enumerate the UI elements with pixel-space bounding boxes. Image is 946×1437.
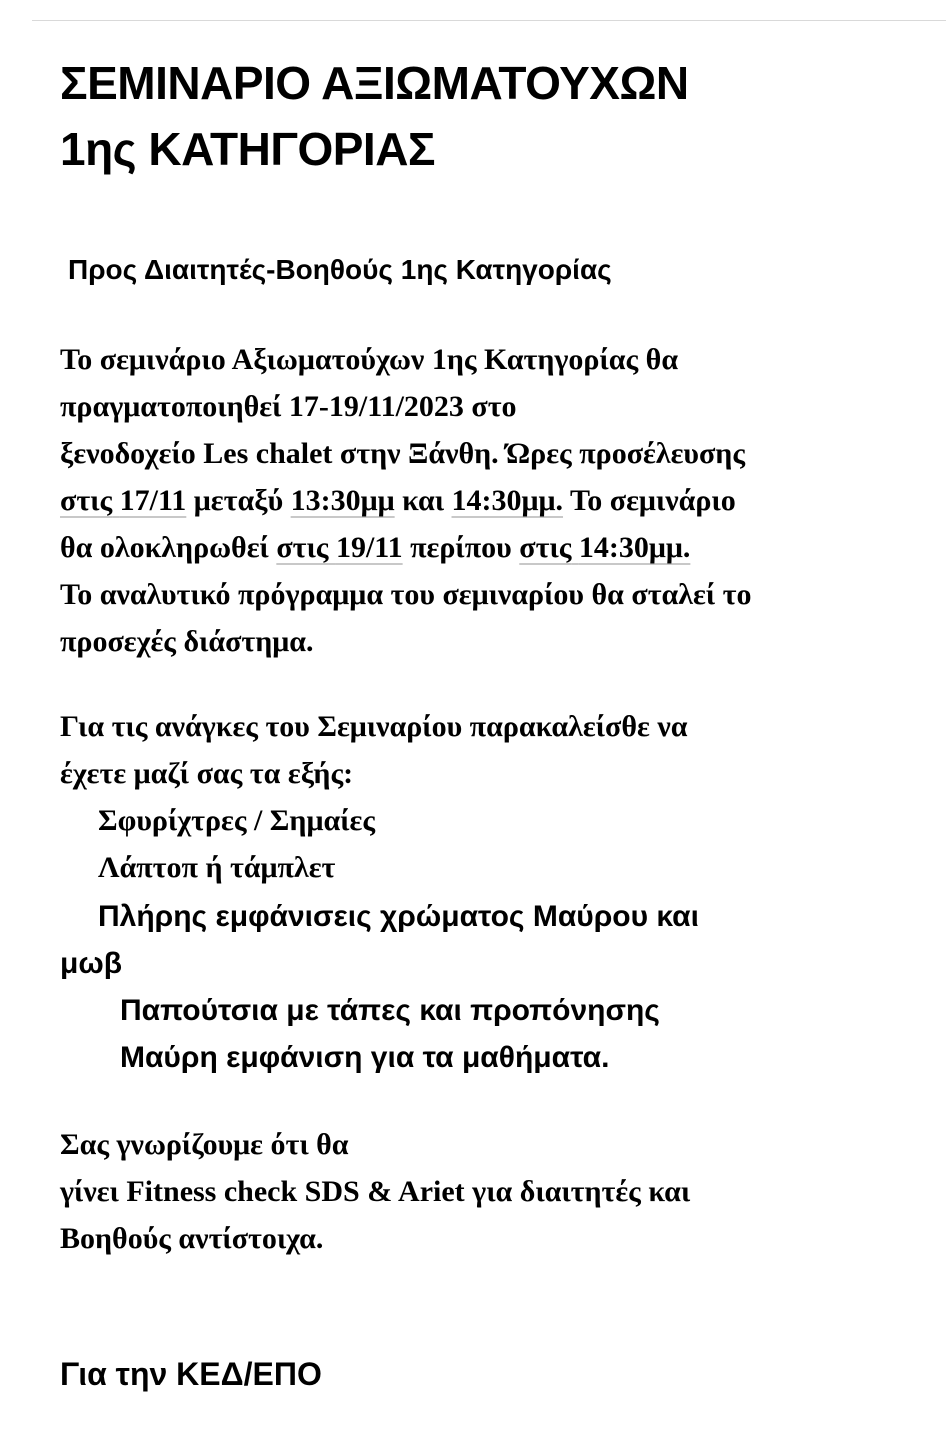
text-line: Το αναλυτικό πρόγραμμα του σεμιναρίου θα σταλεί το xyxy=(60,578,752,611)
list-item: Λάπτοπ ή τάμπλετ xyxy=(98,851,336,884)
space xyxy=(328,531,336,564)
title-line-2: 1ης ΚΑΤΗΓΟΡΙΑΣ xyxy=(60,123,436,175)
time-link-text: 14:30μμ. xyxy=(578,531,691,564)
text-fragment: Το σεμινάριο xyxy=(563,484,736,517)
text-line: Σας γνωρίζουμε ότι θα xyxy=(60,1128,349,1161)
list-item: Σφυρίχτρες / Σημαίες xyxy=(98,804,375,837)
list-item-continuation: μωβ xyxy=(60,947,123,980)
time-link[interactable]: 13:30μμ xyxy=(290,484,395,517)
list-item: Μαύρη εμφάνιση για τα μαθήματα. xyxy=(120,1041,610,1074)
text-line: Για τις ανάγκες του Σεμιναρίου παρακαλείσθε να xyxy=(60,710,688,743)
text-line xyxy=(60,524,920,571)
paragraph-requirements xyxy=(60,703,920,1081)
text-line xyxy=(60,477,920,524)
list-item: Πλήρης εμφάνισεις χρώματος Μαύρου και xyxy=(98,900,699,933)
text-line: Το σεμινάριο Αξιωματούχων 1ης Κατηγορίας θα xyxy=(60,343,679,376)
date-link[interactable] xyxy=(276,531,402,564)
title-line-1: ΣΕΜΙΝΑΡΙΟ ΑΞΙΩΜΑΤΟΥΧΩΝ xyxy=(60,57,689,109)
date-link-text: στις xyxy=(60,484,113,517)
document-title xyxy=(60,50,689,182)
text-line: Βοηθούς αντίστοιχα. xyxy=(60,1222,324,1255)
text-line: πραγματοποιηθεί 17-19/11/2023 στο xyxy=(60,390,517,423)
date-link-text: στις xyxy=(276,531,329,564)
date-link-text: 19/11 xyxy=(335,531,403,564)
addressee: Προς Διαιτητές-Βοηθούς 1ης Κατηγορίας xyxy=(68,254,612,285)
top-divider xyxy=(32,20,946,21)
text-fragment: θα ολοκληρωθεί xyxy=(60,531,277,564)
paragraph-fitness-check xyxy=(60,1121,920,1262)
time-link[interactable]: 14:30μμ. xyxy=(451,484,564,517)
text-fragment: και xyxy=(394,484,452,517)
text-line: γίνει Fitness check SDS & Ariet για διαιτητές και xyxy=(60,1175,691,1208)
text-line: προσεχές διάστημα. xyxy=(60,625,314,658)
text-fragment: μεταξύ xyxy=(186,484,291,517)
date-link[interactable] xyxy=(60,484,186,517)
date-link-text: 17/11 xyxy=(119,484,187,517)
text-fragment: περίπου xyxy=(402,531,520,564)
list-item: Παπούτσια με τάπες και προπόνησης xyxy=(120,994,660,1027)
space xyxy=(571,531,579,564)
signature: Για την ΚΕΔ/ΕΠΟ xyxy=(60,1356,322,1392)
space xyxy=(112,484,120,517)
paragraph-schedule xyxy=(60,336,920,665)
time-link-text: στις xyxy=(519,531,572,564)
text-line: έχετε μαζί σας τα εξής: xyxy=(60,757,354,790)
text-line: ξενοδοχείο Les chalet στην Ξάνθη. Ώρες προσέλευσης xyxy=(60,437,745,470)
time-link[interactable] xyxy=(519,531,690,564)
